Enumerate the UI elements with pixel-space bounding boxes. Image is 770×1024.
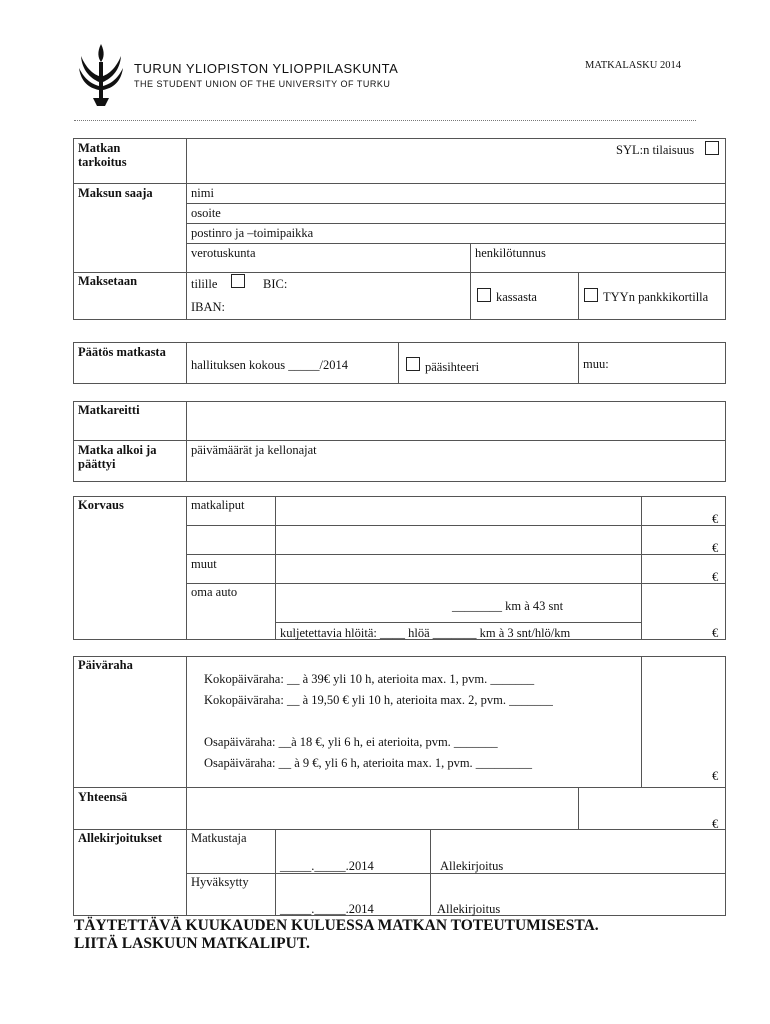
paid-label: Maksetaan	[78, 274, 138, 288]
route-label: Matkareitti	[78, 403, 140, 417]
approved-label: Hyväksytty	[191, 875, 249, 889]
cash-label: kassasta	[496, 290, 537, 304]
form-title: MATKALASKU 2014	[585, 60, 681, 71]
approved-signature[interactable]: Allekirjoitus	[437, 902, 501, 916]
org-subtitle: THE STUDENT UNION OF THE UNIVERSITY OF TURKU	[134, 79, 391, 89]
secretary-checkbox[interactable]	[406, 357, 420, 371]
footer-line-2: LIITÄ LASKUUN MATKALIPUT.	[74, 935, 310, 952]
allowance-label: Päiväraha	[78, 658, 133, 672]
iban-field[interactable]: IBAN:	[191, 300, 226, 314]
others-euro: €	[712, 570, 719, 584]
total-label: Yhteensä	[78, 790, 128, 804]
address-field[interactable]: osoite	[191, 206, 221, 220]
car-euro: €	[712, 626, 719, 640]
tickets-euro-1: €	[712, 512, 719, 526]
secretary-label: pääsihteeri	[425, 360, 480, 374]
header-divider	[74, 120, 696, 121]
personal-id-field[interactable]: henkilötunnus	[475, 246, 546, 260]
decision-label: Päätös matkasta	[78, 345, 166, 359]
board-meeting-field[interactable]: hallituksen kokous _____/2014	[191, 358, 348, 372]
full-allowance-1[interactable]: Kokopäiväraha: __ à 39€ yli 10 h, aterioita max. 1, pvm. _______	[204, 672, 535, 686]
total-euro: €	[712, 817, 719, 831]
purpose-label: Matkan tarkoitus	[78, 141, 127, 169]
postal-field[interactable]: postinro ja –toimipaikka	[191, 226, 314, 240]
allowance-euro: €	[712, 769, 719, 783]
footer-line-1: TÄYTETTÄVÄ KUUKAUDEN KULUESSA MATKAN TOTEUTUMISESTA.	[74, 917, 599, 934]
passengers-field[interactable]: kuljetettavia hlöitä: ____ hlöä _______ km à 3 snt/hlö/km	[280, 626, 571, 640]
traveller-label: Matkustaja	[191, 831, 247, 845]
traveller-date[interactable]: _____._____.2014	[280, 859, 374, 873]
payee-label: Maksun saaja	[78, 186, 153, 200]
name-field[interactable]: nimi	[191, 186, 214, 200]
syl-checkbox[interactable]	[705, 141, 719, 155]
to-account-label: tilille	[191, 277, 218, 291]
own-car-label: oma auto	[191, 585, 238, 599]
km-rate-field[interactable]: ________ km à 43 snt	[452, 599, 564, 613]
section2-box	[73, 342, 726, 384]
other-field[interactable]: muu:	[583, 357, 609, 371]
cash-checkbox[interactable]	[477, 288, 491, 302]
card-checkbox[interactable]	[584, 288, 598, 302]
others-label: muut	[191, 557, 217, 571]
bic-field[interactable]: BIC:	[263, 277, 288, 291]
section4-box	[73, 496, 726, 640]
to-account-checkbox[interactable]	[231, 274, 245, 288]
card-label: TYYn pankkikortilla	[603, 290, 709, 304]
syl-label: SYL:n tilaisuus	[616, 143, 695, 157]
part-allowance-2[interactable]: Osapäiväraha: __ à 9 €, yli 6 h, aterioita max. 1, pvm. _________	[204, 756, 533, 770]
comp-label: Korvaus	[78, 498, 124, 512]
torch-logo-icon	[76, 42, 126, 108]
tickets-euro-2: €	[712, 541, 719, 555]
tickets-label: matkaliput	[191, 498, 245, 512]
tax-municipality-field[interactable]: verotuskunta	[191, 246, 256, 260]
traveller-signature[interactable]: Allekirjoitus	[440, 859, 504, 873]
full-allowance-2[interactable]: Kokopäiväraha: __ à 19,50 € yli 10 h, aterioita max. 2, pvm. _______	[204, 693, 553, 707]
dates-times-field[interactable]: päivämäärät ja kellonajat	[191, 443, 317, 457]
signatures-label: Allekirjoitukset	[78, 831, 163, 845]
approved-date[interactable]: _____._____.2014	[280, 902, 374, 916]
org-name: TURUN YLIOPISTON YLIOPPILASKUNTA	[134, 61, 399, 76]
started-label: Matka alkoi ja päättyi	[78, 443, 157, 471]
part-allowance-1[interactable]: Osapäiväraha: __à 18 €, yli 6 h, ei aterioita, pvm. _______	[204, 735, 498, 749]
